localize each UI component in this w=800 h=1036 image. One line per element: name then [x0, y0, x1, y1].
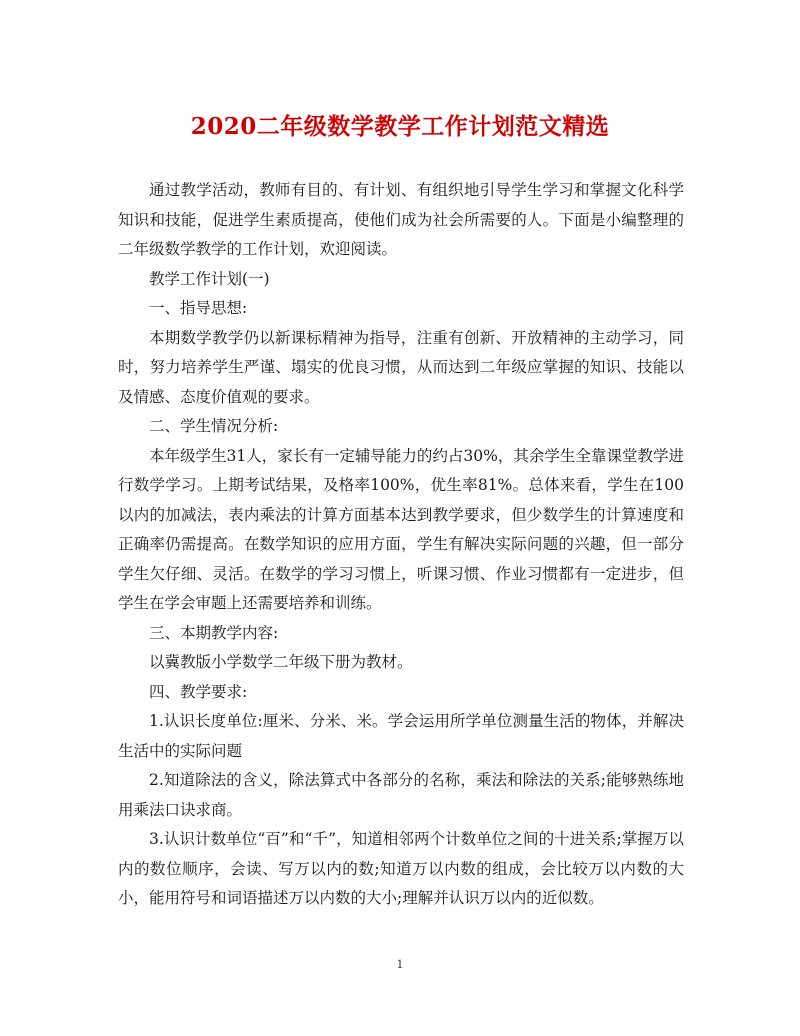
document-body: [118, 176, 684, 914]
section-heading-plan-one: 教学工作计划(一): [149, 269, 270, 288]
section-heading-student-analysis: 二、学生情况分析:: [149, 417, 279, 435]
list-item-requirement-1: 1.认识长度单位:厘米、分米、米。学会运用所学单位测量生活的物体，并解决生活中的实际问题: [118, 712, 684, 760]
document-title: 2020二年级数学教学工作计划范文精选: [190, 113, 610, 140]
page-number: 1: [396, 958, 404, 971]
paragraph-student-analysis: 本年级学生31人，家长有一定辅导能力的约占30%，其余学生全靠课堂教学进行数学学习。上期考试结果，及格率100%，优生率81%。总体来看，学生在100以内的加减法，表内乘法的计算方面基本达到教学要求，但少数学生的计算速度和正确率仍需提高。在数学知识的应用方面，学生有解决实际问题的兴趣，但一部分学生欠仔细、灵活。在数学的学习习惯上，听课习惯、作业习惯都有一定进步，但学生在学会审题上还需要培养和训练。: [118, 446, 684, 612]
paragraph-guiding-ideology: 本期数学教学仍以新课标精神为指导，注重有创新、开放精神的主动学习，同时，努力培养学生严谨、塌实的优良习惯，从而达到二年级应掌握的知识、技能以及情感、态度价值观的要求。: [118, 328, 684, 406]
list-item-requirement-3: 3.认识计数单位“百”和“千”，知道相邻两个计数单位之间的十进关系;掌握万以内的数位顺序，会读、写万以内的数;知道万以内数的组成，会比较万以内数的大小，能用符号和词语描述万以内数的大小;理解并认识万以内的近似数。: [118, 830, 684, 907]
section-heading-teaching-content: 三、本期教学内容:: [149, 623, 279, 642]
list-item-requirement-2: 2.知道除法的含义，除法算式中各部分的名称，乘法和除法的关系;能够熟练地用乘法口诀求商。: [118, 771, 684, 819]
paragraph-intro: 通过教学活动，教师有目的、有计划、有组织地引导学生学习和掌握文化科学知识和技能，促进学生素质提高，使他们成为社会所需要的人。下面是小编整理的二年级数学教学的工作计划，欢迎阅读。: [118, 181, 684, 258]
paragraph-teaching-content: 以冀教版小学数学二年级下册为教材。: [149, 653, 413, 671]
section-heading-guiding-ideology: 一、指导思想:: [149, 299, 248, 317]
section-heading-teaching-requirements: 四、教学要求:: [149, 682, 248, 701]
